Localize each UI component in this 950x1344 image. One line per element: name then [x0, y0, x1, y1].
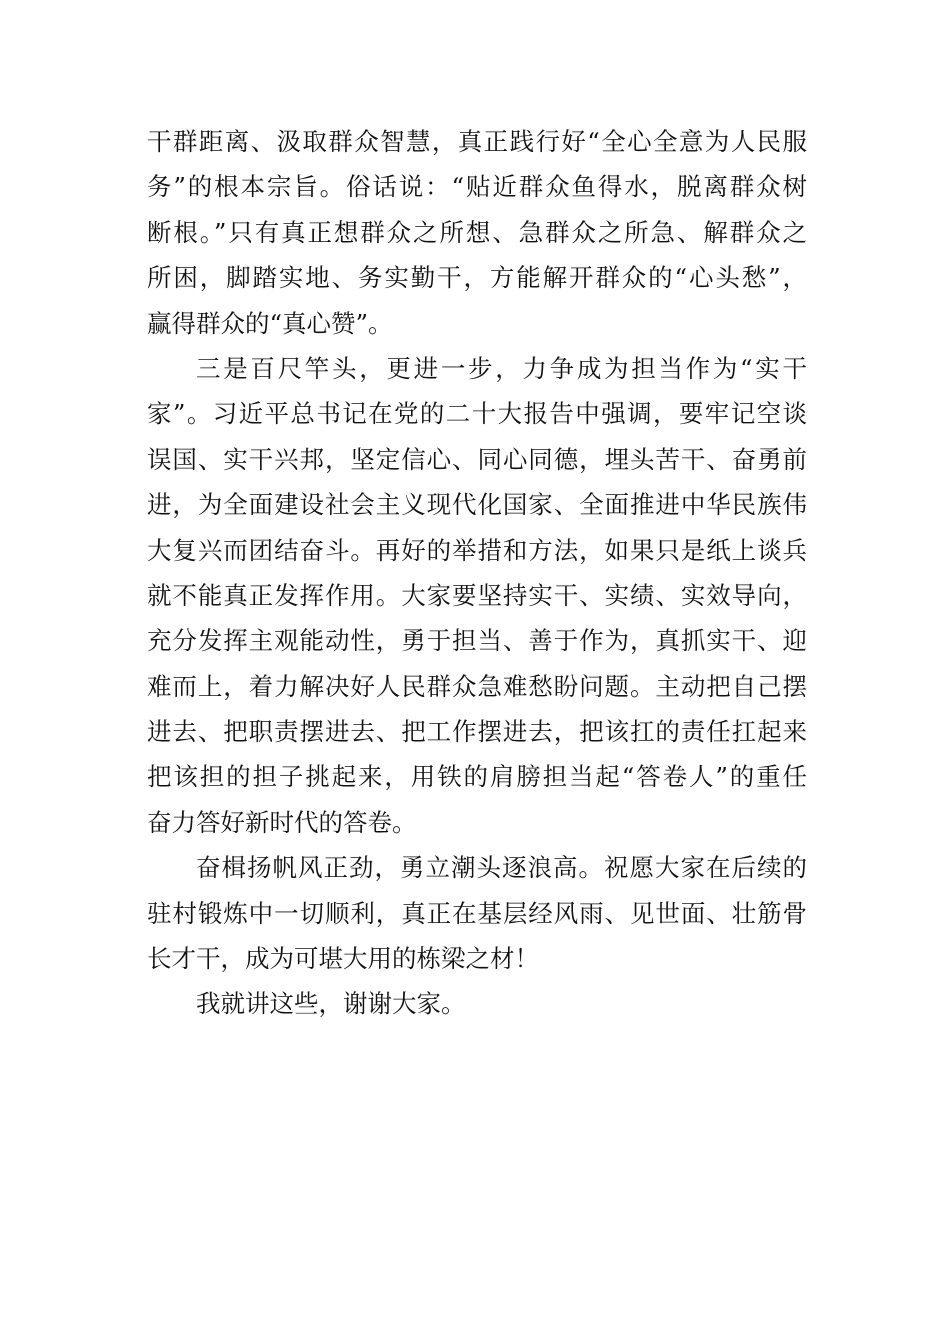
- text-line: 断根。”只有真正想群众之所想、急群众之所急、解群众之: [147, 217, 807, 247]
- paragraph-start-line: 奋楫扬帆风正劲，勇立潮头逐浪高。祝愿大家在后续的: [196, 853, 807, 883]
- text-line: 进，为全面建设社会主义现代化国家、全面推进中华民族伟: [147, 490, 807, 520]
- text-line: 赢得群众的“真心赞”。: [147, 308, 393, 338]
- text-line: 务”的根本宗旨。俗话说：“贴近群众鱼得水，脱离群众树: [147, 172, 807, 202]
- text-line: 驻村锻炼中一切顺利，真正在基层经风雨、见世面、壮筋骨: [147, 898, 807, 928]
- text-line: 进去、把职责摆进去、把工作摆进去，把该扛的责任扛起来: [147, 717, 807, 747]
- text-line: 就不能真正发挥作用。大家要坚持实干、实绩、实效导向，: [147, 580, 807, 610]
- text-line: 所困，脚踏实地、务实勤干，方能解开群众的“心头愁”，: [147, 263, 807, 293]
- text-line: 误国、实干兴邦，坚定信心、同心同德，埋头苦干、奋勇前: [147, 444, 807, 474]
- text-line: 干群距离、汲取群众智慧，真正践行好“全心全意为人民服: [147, 127, 807, 156]
- text-line: 充分发挥主观能动性，勇于担当、善于作为，真抓实干、迎: [147, 626, 807, 656]
- text-line: 家”。习近平总书记在党的二十大报告中强调，要牢记空谈: [147, 399, 807, 429]
- body-text: [147, 119, 807, 1027]
- text-line: 难而上，着力解决好人民群众急难愁盼问题。主动把自己摆: [147, 671, 807, 701]
- text-line: 奋力答好新时代的答卷。: [147, 807, 417, 837]
- text-line: 把该担的担子挑起来，用铁的肩膀担当起“答卷人”的重任: [147, 762, 807, 792]
- paragraph-start-line: 三是百尺竿头，更进一步，力争成为担当作为“实干: [196, 353, 807, 383]
- text-line: 长才干，成为可堪大用的栋梁之材！: [147, 944, 539, 974]
- paragraph-start-line: 我就讲这些，谢谢大家。: [196, 989, 466, 1019]
- text-line: 大复兴而团结奋斗。再好的举措和方法，如果只是纸上谈兵: [147, 535, 807, 565]
